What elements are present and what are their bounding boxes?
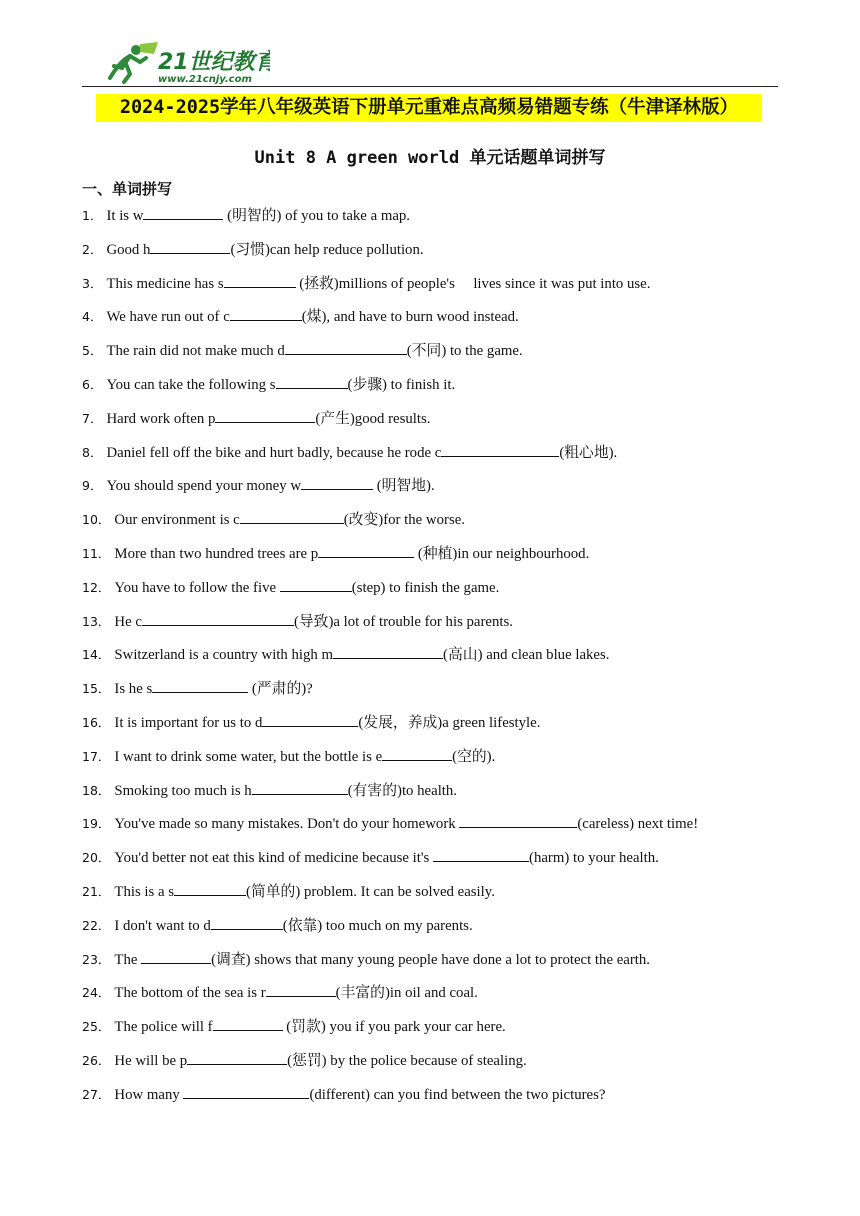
question-text-after: (明智的) of you to take a map. bbox=[223, 208, 411, 224]
answer-blank[interactable] bbox=[215, 408, 315, 423]
question-number: 23． bbox=[82, 951, 111, 967]
question-item bbox=[82, 339, 782, 373]
question-list bbox=[82, 204, 782, 1117]
question-text-before: I don't want to d bbox=[114, 917, 211, 934]
question-number: 25． bbox=[82, 1019, 111, 1035]
answer-blank[interactable] bbox=[333, 644, 443, 659]
question-text-after: (步骤) to finish it. bbox=[347, 376, 456, 393]
question-text-after: (高山) and clean blue lakes. bbox=[443, 647, 610, 664]
unit-subtitle: Unit 8 A green world 单元话题单词拼写 bbox=[254, 148, 606, 168]
question-text-after: (丰富的)in oil and coal. bbox=[335, 985, 478, 1002]
question-text-before: It is important for us to d bbox=[114, 714, 263, 731]
answer-blank[interactable] bbox=[441, 442, 559, 457]
question-text-after: (粗心地). bbox=[559, 444, 618, 461]
question-number: 21． bbox=[82, 883, 111, 899]
site-logo bbox=[100, 38, 270, 86]
question-number: 20． bbox=[82, 850, 111, 866]
question-text-before: Switzerland is a country with high m bbox=[114, 647, 334, 664]
question-text-after: (发展，养成)a green lifestyle. bbox=[358, 714, 541, 731]
question-text-before: The bbox=[114, 951, 142, 968]
document-title: 2024-2025学年八年级英语下册单元重难点高频易错题专练（牛津译林版） bbox=[96, 94, 762, 122]
answer-blank[interactable] bbox=[143, 205, 223, 220]
question-text-before: Is he s bbox=[114, 681, 153, 698]
question-text-before: You'd better not eat this kind of medicine because it's bbox=[114, 850, 434, 867]
header-rule bbox=[82, 86, 778, 87]
question-number: 9． bbox=[82, 478, 103, 494]
question-number: 3． bbox=[82, 275, 103, 291]
question-number: 26． bbox=[82, 1052, 111, 1068]
answer-blank[interactable] bbox=[262, 712, 358, 727]
section-heading: 一、单词拼写 bbox=[82, 180, 173, 198]
answer-blank[interactable] bbox=[150, 239, 230, 254]
question-item bbox=[82, 677, 782, 711]
question-text-after: (careless) next time! bbox=[577, 816, 699, 833]
question-text-after: (step) to finish the game. bbox=[351, 579, 500, 596]
question-text-after: (有害的)to health. bbox=[347, 782, 458, 799]
answer-blank[interactable] bbox=[213, 1016, 283, 1031]
question-number: 6． bbox=[82, 376, 103, 392]
question-item bbox=[82, 542, 782, 576]
question-item bbox=[82, 1015, 782, 1049]
question-item bbox=[82, 204, 782, 238]
answer-blank[interactable] bbox=[433, 847, 529, 862]
question-number: 2． bbox=[82, 241, 103, 257]
question-text-before: You've made so many mistakes. Don't do your homework bbox=[114, 816, 460, 833]
question-item bbox=[82, 880, 782, 914]
question-number: 14． bbox=[82, 647, 111, 663]
answer-blank[interactable] bbox=[382, 746, 452, 761]
question-text-before: You should spend your money w bbox=[106, 478, 302, 495]
question-number: 4． bbox=[82, 309, 103, 325]
question-number: 24． bbox=[82, 985, 111, 1001]
question-text-after: (different) can you find between the two pictures? bbox=[309, 1086, 606, 1103]
question-number: 15． bbox=[82, 681, 111, 697]
question-text-before: How many bbox=[114, 1086, 184, 1103]
question-text-before: He c bbox=[114, 613, 142, 630]
answer-blank[interactable] bbox=[183, 1084, 309, 1099]
question-item bbox=[82, 610, 782, 644]
question-item bbox=[82, 779, 782, 813]
question-item bbox=[82, 812, 782, 846]
question-item bbox=[82, 914, 782, 948]
question-text-before: Good h bbox=[106, 241, 151, 258]
question-text-after: (改变)for the worse. bbox=[343, 512, 465, 529]
question-item bbox=[82, 1083, 782, 1117]
logo-url-text: www.21cnjy.com bbox=[158, 74, 252, 85]
question-text-before: You have to follow the five bbox=[114, 579, 280, 596]
question-item bbox=[82, 441, 782, 475]
answer-blank[interactable] bbox=[318, 543, 414, 558]
question-number: 13． bbox=[82, 613, 111, 629]
question-text-after: (简单的) problem. It can be solved easily. bbox=[246, 883, 495, 900]
question-text-before: The bottom of the sea is r bbox=[114, 985, 266, 1002]
question-number: 5． bbox=[82, 343, 103, 359]
answer-blank[interactable] bbox=[142, 611, 294, 626]
logo-brand-text: 21世纪教育 bbox=[158, 50, 270, 75]
question-item bbox=[82, 948, 782, 982]
question-item bbox=[82, 407, 782, 441]
answer-blank[interactable] bbox=[301, 475, 373, 490]
question-item bbox=[82, 711, 782, 745]
question-number: 27． bbox=[82, 1086, 111, 1102]
question-text-before: More than two hundred trees are p bbox=[114, 545, 319, 562]
question-item bbox=[82, 981, 782, 1015]
question-number: 18． bbox=[82, 782, 111, 798]
question-text-after: (严肃的)? bbox=[248, 681, 313, 698]
question-text-before: You can take the following s bbox=[106, 376, 276, 393]
question-text-after: (不同) to the game. bbox=[406, 343, 523, 360]
question-item bbox=[82, 305, 782, 339]
answer-blank[interactable] bbox=[152, 678, 248, 693]
answer-blank[interactable] bbox=[211, 915, 283, 930]
answer-blank[interactable] bbox=[280, 577, 352, 592]
question-text-after: (空的). bbox=[452, 748, 496, 765]
question-text-before: Daniel fell off the bike and hurt badly, because he rode c bbox=[106, 444, 442, 461]
question-item bbox=[82, 272, 782, 306]
question-text-before: Smoking too much is h bbox=[114, 782, 252, 799]
question-item bbox=[82, 745, 782, 779]
answer-blank[interactable] bbox=[266, 982, 336, 997]
runner-logo-icon bbox=[100, 38, 270, 86]
question-item bbox=[82, 238, 782, 272]
question-text-before: Our environment is c bbox=[114, 512, 240, 529]
answer-blank[interactable] bbox=[187, 1050, 287, 1065]
question-text-after: (harm) to your health. bbox=[529, 850, 659, 867]
question-text-after: (拯救)millions of people's lives since it was put into use. bbox=[295, 275, 651, 292]
question-item bbox=[82, 373, 782, 407]
answer-blank[interactable] bbox=[459, 813, 577, 828]
question-number: 8． bbox=[82, 444, 103, 460]
question-number: 22． bbox=[82, 917, 111, 933]
question-text-after: (惩罚) by the police because of stealing. bbox=[287, 1052, 527, 1069]
answer-blank[interactable] bbox=[285, 340, 407, 355]
question-text-after: (煤), and have to burn wood instead. bbox=[301, 309, 519, 326]
question-text-after: (产生)good results. bbox=[315, 410, 431, 427]
question-text-before: We have run out of c bbox=[106, 309, 230, 326]
question-item bbox=[82, 474, 782, 508]
question-item bbox=[82, 576, 782, 610]
question-number: 10． bbox=[82, 512, 111, 528]
question-item bbox=[82, 508, 782, 542]
question-number: 7． bbox=[82, 410, 103, 426]
answer-blank[interactable] bbox=[224, 273, 296, 288]
question-text-after: (导致)a lot of trouble for his parents. bbox=[293, 613, 513, 630]
answer-blank[interactable] bbox=[174, 881, 246, 896]
question-text-before: It is w bbox=[106, 208, 144, 224]
question-item bbox=[82, 1049, 782, 1083]
question-number: 12． bbox=[82, 579, 111, 595]
question-text-after: (依靠) too much on my parents. bbox=[282, 917, 473, 934]
question-item bbox=[82, 643, 782, 677]
question-text-after: (调查) shows that many young people have done a lot to protect the earth. bbox=[211, 951, 650, 968]
question-item bbox=[82, 846, 782, 880]
answer-blank[interactable] bbox=[230, 306, 302, 321]
question-text-after: (明智地). bbox=[373, 478, 435, 495]
question-number: 17． bbox=[82, 748, 111, 764]
question-text-after: (习惯)can help reduce pollution. bbox=[230, 241, 424, 258]
answer-blank[interactable] bbox=[240, 509, 344, 524]
answer-blank[interactable] bbox=[252, 780, 348, 795]
question-number: 16． bbox=[82, 714, 111, 730]
question-text-after: (罚款) you if you park your car here. bbox=[282, 1019, 506, 1036]
question-text-before: The rain did not make much d bbox=[106, 343, 285, 360]
question-text-before: The police will f bbox=[114, 1019, 213, 1036]
question-text-before: This is a s bbox=[114, 883, 175, 900]
question-text-before: He will be p bbox=[114, 1052, 188, 1069]
question-number: 1． bbox=[82, 208, 103, 223]
question-text-before: I want to drink some water, but the bottle is e bbox=[114, 748, 383, 765]
question-text-after: (种植)in our neighbourhood. bbox=[414, 545, 590, 562]
answer-blank[interactable] bbox=[276, 374, 348, 389]
question-text-before: This medicine has s bbox=[106, 275, 224, 292]
question-number: 11． bbox=[82, 545, 111, 561]
question-text-before: Hard work often p bbox=[106, 410, 216, 427]
question-number: 19． bbox=[82, 816, 111, 832]
answer-blank[interactable] bbox=[141, 949, 211, 964]
